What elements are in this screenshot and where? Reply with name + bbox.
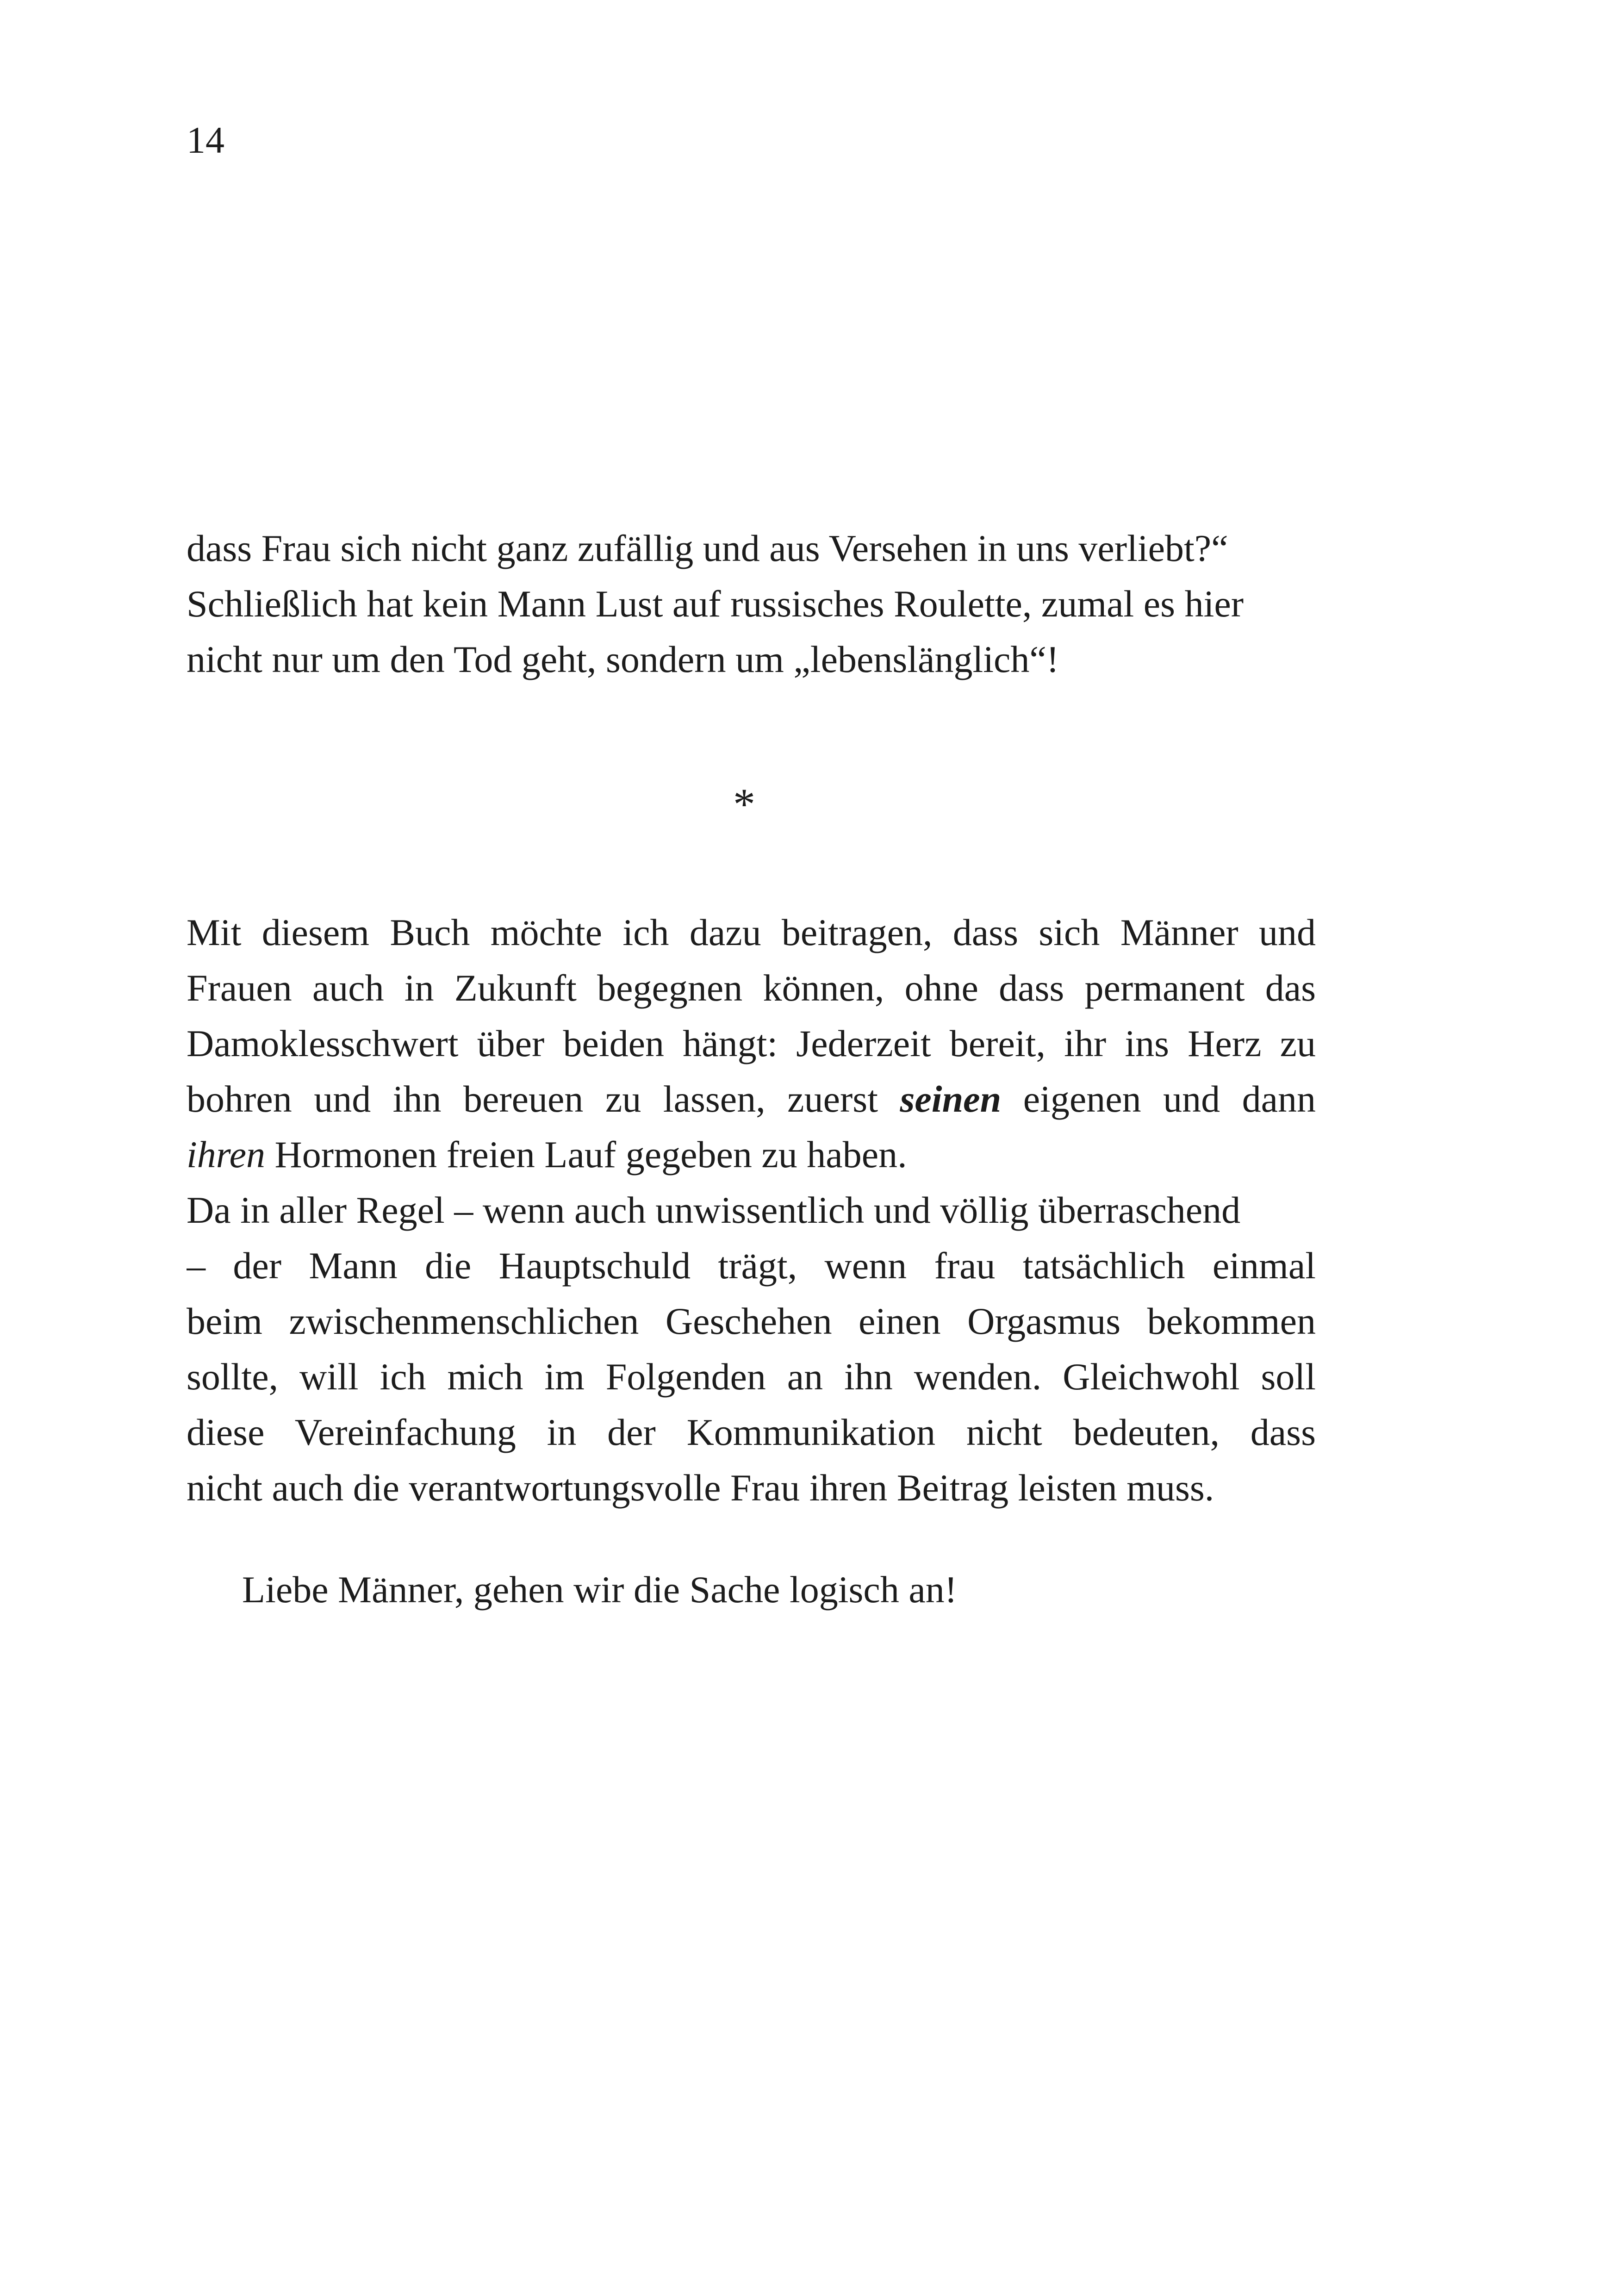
emphasis-seinen: seinen xyxy=(900,1078,1002,1120)
text-line: nicht auch die verantwortungsvolle Frau ihren Beitrag leisten muss. xyxy=(187,1467,1214,1509)
text-line: Liebe Männer, gehen wir die Sache logisch an! xyxy=(242,1568,958,1611)
paragraph-continuation xyxy=(187,521,1316,687)
text-line: Schließlich hat kein Mann Lust auf russisches Roulette, zumal es hier xyxy=(187,583,1244,625)
text-line: bohren und ihn bereuen zu lassen, zuerst seinen eigenen und dann xyxy=(187,1078,1316,1120)
page-number: 14 xyxy=(187,119,224,161)
text-line: diese Vereinfachung in der Kommunikation nicht bedeuten, dass xyxy=(187,1411,1316,1453)
closing-line xyxy=(187,1562,1316,1618)
paragraph-main xyxy=(187,905,1316,1516)
text-line: dass Frau sich nicht ganz zufällig und aus Versehen in uns verliebt?“ xyxy=(187,527,1228,569)
text-line: Frauen auch in Zukunft begegnen können, ohne dass permanent das xyxy=(187,967,1316,1009)
text-line: Da in aller Regel – wenn auch unwissentlich und völlig überraschend xyxy=(187,1189,1241,1231)
text-line: beim zwischenmenschlichen Geschehen einen Orgasmus bekommen xyxy=(187,1300,1316,1342)
text-line: sollte, will ich mich im Folgenden an ihn wenden. Gleichwohl soll xyxy=(187,1356,1316,1398)
emphasis-ihren: ihren xyxy=(187,1133,266,1176)
text-line: – der Mann die Hauptschuld trägt, wenn frau tatsächlich einmal xyxy=(187,1244,1316,1287)
section-separator: * xyxy=(733,779,755,829)
text-line: nicht nur um den Tod geht, sondern um „lebenslänglich“! xyxy=(187,638,1059,680)
text-line: Mit diesem Buch möchte ich dazu beitragen, dass sich Männer und xyxy=(187,911,1316,953)
text-line: ihren Hormonen freien Lauf gegeben zu haben. xyxy=(187,1133,907,1176)
text-line: Damoklesschwert über beiden hängt: Jederzeit bereit, ihr ins Herz zu xyxy=(187,1022,1316,1064)
